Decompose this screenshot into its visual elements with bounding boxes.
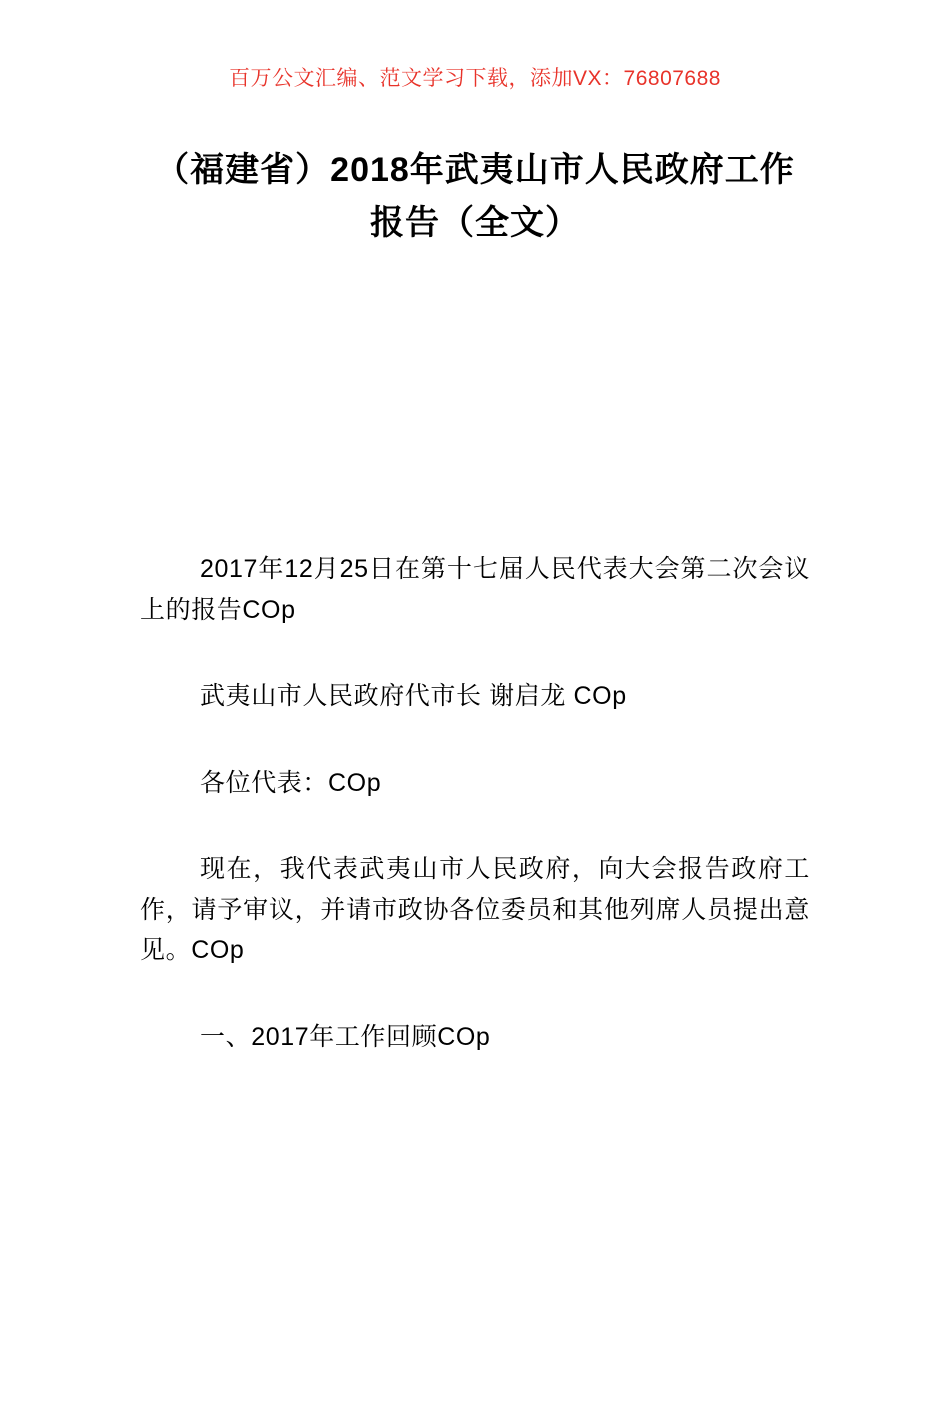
- document-page: [0, 62, 950, 1406]
- promo-banner: 百万公文汇编、范文学习下载，添加VX：76807688: [229, 67, 721, 90]
- paragraph-meeting-info: 2017年12月25日在第十七届人民代表大会第二次会议上的报告COp: [140, 555, 810, 624]
- title-body-spacer: [140, 249, 810, 549]
- paragraph-section-heading-one: 一、2017年工作回顾COp: [200, 1022, 491, 1051]
- paragraph-salutation: 各位代表：COp: [200, 768, 382, 797]
- paragraph-speaker: 武夷山市人民政府代市长 谢启龙 COp: [200, 682, 627, 711]
- paragraph-opening: 现在，我代表武夷山市人民政府，向大会报告政府工作，请予审议，并请市政协各位委员和其他列席人员提出意见。COp: [140, 855, 810, 965]
- document-body: [140, 549, 810, 1057]
- page-title: （福建省）2018年武夷山市人民政府工作报告（全文）: [155, 151, 795, 242]
